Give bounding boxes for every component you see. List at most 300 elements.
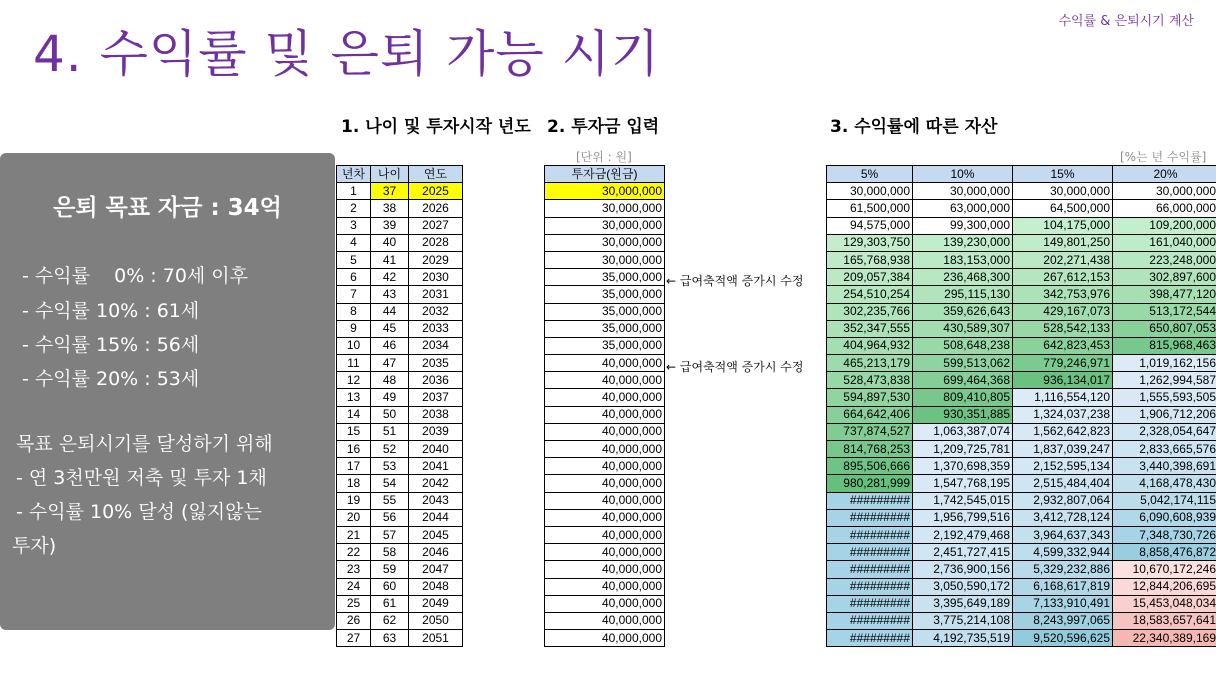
table-cell: 209,057,384 [827,269,913,286]
table-cell: ######### [827,509,913,526]
table-row [337,200,463,217]
table-cell: 2034 [409,337,463,354]
table-cell: 42 [371,269,409,286]
table-cell: 3 [337,217,371,234]
table-row [827,372,1216,389]
table-row [827,286,1216,303]
slide-tag: 수익률 & 은퇴시기 계산 [1058,14,1194,29]
table-row [827,630,1216,647]
table-cell: 1,262,994,587 [1113,372,1216,389]
table-cell: 4,192,735,519 [913,630,1013,647]
table-row [337,303,463,320]
table-cell: 2049 [409,595,463,612]
table-cell: 430,589,307 [913,320,1013,337]
table-row [827,389,1216,406]
table-row [545,544,665,561]
table-row [545,492,665,509]
table-row [337,595,463,612]
plan-item: 투자) [12,535,57,557]
table-cell: 2041 [409,458,463,475]
unit-rate: [%는 년 수익률] [1120,150,1207,164]
plan-title: 목표 은퇴시기를 달성하기 위해 [16,433,273,455]
header-cell: 나이 [371,166,409,183]
table-cell: 2025 [409,183,463,200]
table-cell: 3,412,728,124 [1013,509,1113,526]
table-cell: 18 [337,475,371,492]
table-cell: 2028 [409,234,463,251]
table-row [827,423,1216,440]
table-cell: 699,464,368 [913,372,1013,389]
table-row [545,286,665,303]
table-cell: 30,000,000 [545,183,665,200]
table-row [337,269,463,286]
note-salary: ← 급여축적액 증가시 수정 [666,360,804,374]
table-cell: 11 [337,355,371,372]
section-1-title: 1. 나이 및 투자시작 년도 [341,117,531,137]
table-row [337,475,463,492]
table-cell: ######### [827,595,913,612]
rate-line: - 수익률 10% : 61세 [22,300,200,322]
table-row [545,217,665,234]
table-row [337,183,463,200]
table-cell: 8,243,997,065 [1013,612,1113,629]
table-cell: 52 [371,441,409,458]
table-cell: 10 [337,337,371,354]
table-cell: 2030 [409,269,463,286]
header-cell: 10% [913,166,1013,183]
table-cell: 37 [371,183,409,200]
table-cell: 295,115,130 [913,286,1013,303]
table-cell: 20 [337,509,371,526]
header-cell: 20% [1113,166,1216,183]
table-cell: 5 [337,251,371,268]
table-cell: 4,168,478,430 [1113,475,1216,492]
table-cell: 15 [337,423,371,440]
table-cell: 12 [337,372,371,389]
table-row [545,612,665,629]
table-cell: 809,410,805 [913,389,1013,406]
table-row [545,595,665,612]
table-cell: 13 [337,389,371,406]
table-row [827,595,1216,612]
table-cell: 54 [371,475,409,492]
table-cell: 6,090,608,939 [1113,509,1216,526]
table-cell: 56 [371,509,409,526]
table-cell: 57 [371,526,409,543]
table-cell: 2,932,807,064 [1013,492,1113,509]
table-cell: 61,500,000 [827,200,913,217]
table-cell: 30,000,000 [1013,183,1113,200]
table-cell: 139,230,000 [913,234,1013,251]
table-row [827,475,1216,492]
table-cell: 47 [371,355,409,372]
table-cell: 40 [371,234,409,251]
table-row [337,320,463,337]
table-row [827,337,1216,354]
table-cell: 40,000,000 [545,475,665,492]
table-cell: 2050 [409,612,463,629]
table-row [545,337,665,354]
table-cell: 38 [371,200,409,217]
table-cell: 1,555,593,505 [1113,389,1216,406]
table-cell: 3,775,214,108 [913,612,1013,629]
table-row [827,251,1216,268]
table-cell: 40,000,000 [545,630,665,647]
table-cell: 62 [371,612,409,629]
table-cell: 1,063,387,074 [913,423,1013,440]
table-cell: 429,167,073 [1013,303,1113,320]
table-cell: 664,642,406 [827,406,913,423]
table-cell: 30,000,000 [1113,183,1216,200]
section-2-title: 2. 투자금 입력 [547,117,660,137]
table-cell: 15,453,048,034 [1113,595,1216,612]
table-row [545,561,665,578]
table-row [827,200,1216,217]
table-cell: 398,477,120 [1113,286,1216,303]
table-cell: 2027 [409,217,463,234]
table-row [545,303,665,320]
table-row [337,458,463,475]
table-cell: 16 [337,441,371,458]
table-cell: 2051 [409,630,463,647]
table-cell: 2036 [409,372,463,389]
investment-table [544,165,665,647]
table-cell: 2 [337,200,371,217]
table-cell: 1,116,554,120 [1013,389,1113,406]
table-cell: 17 [337,458,371,475]
rate-line: - 수익률 15% : 56세 [22,334,200,356]
table-row [337,406,463,423]
header-cell: 투자금(원금) [545,166,665,183]
table-cell: 40,000,000 [545,492,665,509]
table-cell: 3,440,398,691 [1113,458,1216,475]
table-cell: 642,823,453 [1013,337,1113,354]
table-cell: 58 [371,544,409,561]
table-cell: 1 [337,183,371,200]
table-cell: 2045 [409,526,463,543]
table-cell: 99,300,000 [913,217,1013,234]
table-cell: 2033 [409,320,463,337]
table-row [545,372,665,389]
table-cell: 49 [371,389,409,406]
table-cell: 1,906,712,206 [1113,406,1216,423]
table-row [337,355,463,372]
table-row [545,441,665,458]
retirement-goal: 은퇴 목표 자금 : 34억 [53,195,282,221]
table-cell: 30,000,000 [545,251,665,268]
table-row [827,303,1216,320]
table-cell: 342,753,976 [1013,286,1113,303]
table-cell: 40,000,000 [545,458,665,475]
table-cell: 2047 [409,561,463,578]
table-cell: 30,000,000 [913,183,1013,200]
table-cell: 2046 [409,544,463,561]
table-row [827,544,1216,561]
table-cell: 936,134,017 [1013,372,1113,389]
table-cell: 149,801,250 [1013,234,1113,251]
table-cell: 1,019,162,156 [1113,355,1216,372]
table-cell: 2,192,479,468 [913,526,1013,543]
table-row [545,509,665,526]
table-cell: 35,000,000 [545,337,665,354]
table-cell: 2039 [409,423,463,440]
table-cell: 2042 [409,475,463,492]
table-cell: 2031 [409,286,463,303]
table-row [827,458,1216,475]
table-cell: 2,736,900,156 [913,561,1013,578]
table-cell: 737,874,527 [827,423,913,440]
table-cell: 2,152,595,134 [1013,458,1113,475]
table-row [337,526,463,543]
table-cell: 2038 [409,406,463,423]
table-cell: 8,858,476,872 [1113,544,1216,561]
table-cell: 4 [337,234,371,251]
table-row [545,355,665,372]
table-row [545,458,665,475]
table-cell: 40,000,000 [545,423,665,440]
table-cell: 63 [371,630,409,647]
table-cell: 59 [371,561,409,578]
table-cell: 2,833,665,576 [1113,441,1216,458]
table-row [337,389,463,406]
table-cell: 815,968,463 [1113,337,1216,354]
table-cell: 30,000,000 [545,234,665,251]
table-cell: 352,347,555 [827,320,913,337]
table-cell: 2043 [409,492,463,509]
table-row [337,561,463,578]
table-row [827,320,1216,337]
table-row [337,630,463,647]
asset-table [826,165,1216,647]
table-cell: 267,612,153 [1013,269,1113,286]
table-cell: 1,837,039,247 [1013,441,1113,458]
table-cell: 779,246,971 [1013,355,1113,372]
table-cell: 528,542,133 [1013,320,1113,337]
table-cell: 43 [371,286,409,303]
table-row [545,251,665,268]
table-cell: 650,807,053 [1113,320,1216,337]
table-cell: 40,000,000 [545,544,665,561]
table-cell: ######### [827,612,913,629]
table-cell: 12,844,206,695 [1113,578,1216,595]
table-row [827,355,1216,372]
table-cell: 2,451,727,415 [913,544,1013,561]
table-cell: 254,510,254 [827,286,913,303]
table-cell: 1,324,037,238 [1013,406,1113,423]
table-cell: 2,328,054,647 [1113,423,1216,440]
summary-panel [0,153,335,630]
table-cell: 1,956,799,516 [913,509,1013,526]
table-cell: 980,281,999 [827,475,913,492]
table-cell: 513,172,544 [1113,303,1216,320]
table-cell: 40,000,000 [545,372,665,389]
table-cell: 40,000,000 [545,441,665,458]
table-cell: 1,370,698,359 [913,458,1013,475]
table-cell: 508,648,238 [913,337,1013,354]
table-cell: 35,000,000 [545,320,665,337]
table-row [337,217,463,234]
table-cell: 2032 [409,303,463,320]
table-cell: 66,000,000 [1113,200,1216,217]
table-cell: 7 [337,286,371,303]
table-cell: 1,209,725,781 [913,441,1013,458]
table-cell: 6,168,617,819 [1013,578,1113,595]
table-cell: 528,473,838 [827,372,913,389]
table-cell: 930,351,885 [913,406,1013,423]
table-cell: 2,515,484,404 [1013,475,1113,492]
note-salary: ← 급여축적액 증가시 수정 [666,274,804,288]
table-cell: 2026 [409,200,463,217]
table-cell: 53 [371,458,409,475]
table-cell: 21 [337,526,371,543]
table-cell: 129,303,750 [827,234,913,251]
table-cell: 202,271,438 [1013,251,1113,268]
table-cell: 40,000,000 [545,612,665,629]
table-cell: 895,506,666 [827,458,913,475]
table-cell: 26 [337,612,371,629]
table-row [827,578,1216,595]
table-cell: 46 [371,337,409,354]
table-cell: 24 [337,578,371,595]
table-row [545,630,665,647]
table-cell: 9 [337,320,371,337]
table-cell: 1,742,545,015 [913,492,1013,509]
table-cell: 161,040,000 [1113,234,1216,251]
table-cell: 40,000,000 [545,509,665,526]
table-cell: 40,000,000 [545,578,665,595]
table-cell: 3,395,649,189 [913,595,1013,612]
table-row [827,183,1216,200]
table-cell: 19 [337,492,371,509]
table-cell: 30,000,000 [827,183,913,200]
table-row [827,526,1216,543]
table-cell: 61 [371,595,409,612]
table-row [545,320,665,337]
table-cell: 2040 [409,441,463,458]
table-row [337,578,463,595]
table-cell: 18,583,657,641 [1113,612,1216,629]
table-cell: ######### [827,630,913,647]
table-cell: 6 [337,269,371,286]
plan-item: - 수익률 10% 달성 (잃지않는 [16,501,262,523]
section-3-title: 3. 수익률에 따른 자산 [830,117,998,137]
table-cell: 3,050,590,172 [913,578,1013,595]
table-cell: 4,599,332,944 [1013,544,1113,561]
table-cell: 25 [337,595,371,612]
table-cell: ######### [827,578,913,595]
table-cell: 10,670,172,246 [1113,561,1216,578]
table-cell: 465,213,179 [827,355,913,372]
table-cell: 404,964,932 [827,337,913,354]
table-cell: 35,000,000 [545,269,665,286]
table-cell: 165,768,938 [827,251,913,268]
table-row [337,509,463,526]
table-cell: 2048 [409,578,463,595]
table-row [827,406,1216,423]
header-cell: 연도 [409,166,463,183]
table-cell: 7,348,730,726 [1113,526,1216,543]
table-row [827,234,1216,251]
table-cell: 23 [337,561,371,578]
table-cell: 8 [337,303,371,320]
rate-line: - 수익률 0% : 70세 이후 [22,265,249,287]
table-cell: 30,000,000 [545,217,665,234]
table-cell: 35,000,000 [545,286,665,303]
plan-item: - 연 3천만원 저축 및 투자 1채 [16,467,267,489]
table-cell: 60 [371,578,409,595]
table-cell: 594,897,530 [827,389,913,406]
table-cell: 39 [371,217,409,234]
table-cell: 48 [371,372,409,389]
table-row [337,492,463,509]
table-cell: 1,547,768,195 [913,475,1013,492]
table-row [337,612,463,629]
table-cell: 2037 [409,389,463,406]
table-row [827,509,1216,526]
table-row [827,269,1216,286]
header-cell: 년차 [337,166,371,183]
table-cell: 64,500,000 [1013,200,1113,217]
table-row [545,183,665,200]
table-cell: 5,042,174,115 [1113,492,1216,509]
table-row [337,441,463,458]
unit-won: [단위 : 원] [576,150,632,164]
table-cell: 183,153,000 [913,251,1013,268]
table-cell: 2035 [409,355,463,372]
table-cell: 50 [371,406,409,423]
table-row [545,200,665,217]
table-cell: 41 [371,251,409,268]
table-row [545,578,665,595]
table-cell: 1,562,642,823 [1013,423,1113,440]
table-cell: ######### [827,544,913,561]
header-cell: 5% [827,166,913,183]
table-cell: 40,000,000 [545,561,665,578]
table-cell: 814,768,253 [827,441,913,458]
table-cell: 40,000,000 [545,526,665,543]
table-row [827,492,1216,509]
table-cell: 599,513,062 [913,355,1013,372]
table-row [827,217,1216,234]
table-row [827,561,1216,578]
table-row [827,612,1216,629]
table-cell: 40,000,000 [545,406,665,423]
table-row [337,372,463,389]
table-cell: 55 [371,492,409,509]
table-cell: 109,200,000 [1113,217,1216,234]
table-row [337,423,463,440]
table-row [545,269,665,286]
table-row [545,475,665,492]
table-cell: 22 [337,544,371,561]
table-cell: 27 [337,630,371,647]
table-cell: 236,468,300 [913,269,1013,286]
table-cell: 7,133,910,491 [1013,595,1113,612]
table-cell: 40,000,000 [545,389,665,406]
table-cell: ######### [827,492,913,509]
table-row [827,441,1216,458]
table-cell: 40,000,000 [545,355,665,372]
table-row [545,423,665,440]
table-cell: 22,340,389,169 [1113,630,1216,647]
table-cell: 2044 [409,509,463,526]
table-row [337,337,463,354]
table-row [545,406,665,423]
table-cell: 104,175,000 [1013,217,1113,234]
table-cell: 3,964,637,343 [1013,526,1113,543]
table-cell: 94,575,000 [827,217,913,234]
table-cell: ######### [827,561,913,578]
